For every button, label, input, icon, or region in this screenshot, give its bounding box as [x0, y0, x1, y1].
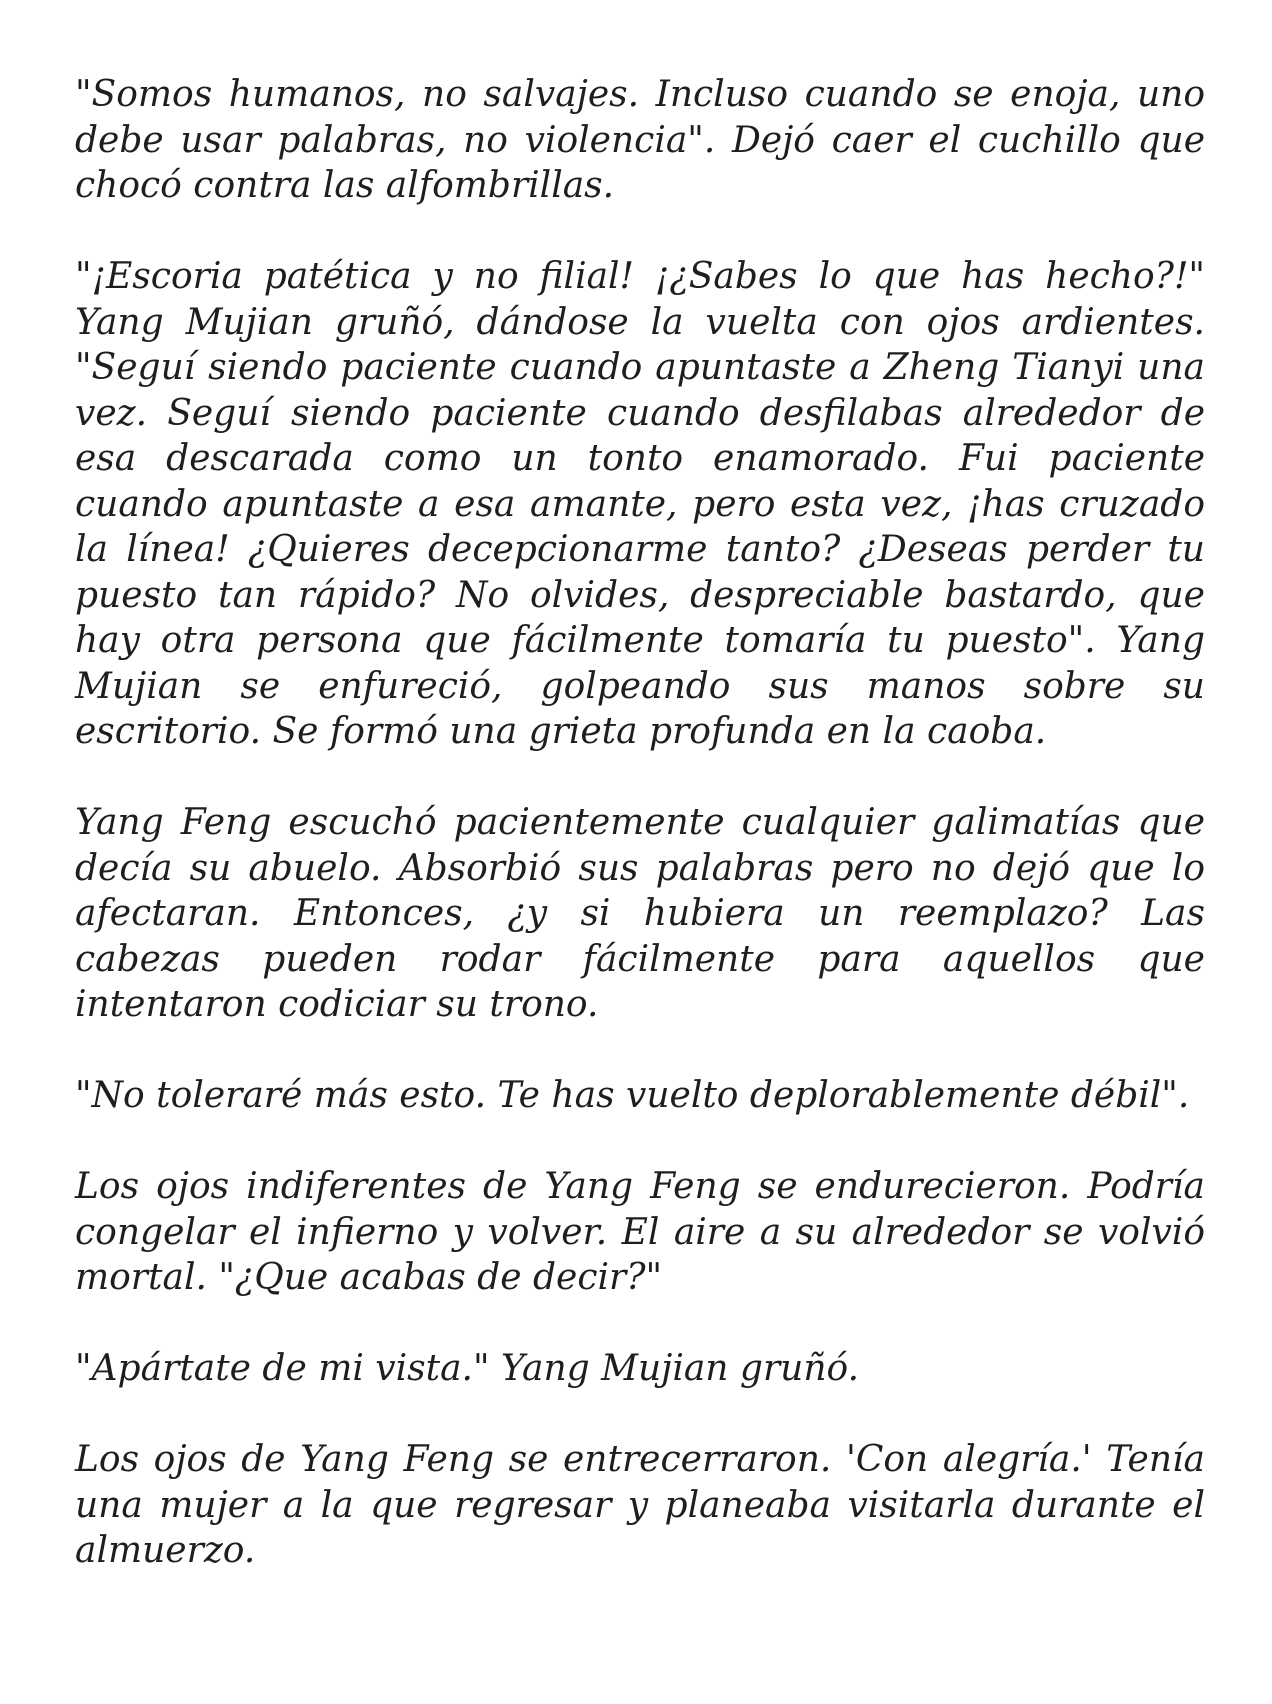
paragraph: Yang Feng escuchó pacientemente cualquier galimatías que decía su abuelo. Absorbió sus palabras pero no dejó que lo afectaran. Entonces, ¿y si hubiera un reemplazo? Las cabezas pueden rodar fácilmente para aquellos que intentaron codiciar su trono.: [75, 802, 1205, 1025]
paragraph: "Apártate de mi vista." Yang Mujian gruñó.: [75, 1348, 860, 1389]
paragraph: "No toleraré más esto. Te has vuelto deplorablemente débil".: [75, 1075, 1190, 1116]
paragraph: Los ojos de Yang Feng se entrecerraron. 'Con alegría.' Tenía una mujer a la que regresar y planeaba visitarla durante el almuerzo.: [75, 1439, 1205, 1571]
document-body: [75, 72, 1205, 1574]
paragraph: Los ojos indiferentes de Yang Feng se endurecieron. Podría congelar el infierno y volver. El aire a su alrededor se volvió mortal. "¿Que acabas de decir?": [75, 1166, 1205, 1298]
paragraph: "Somos humanos, no salvajes. Incluso cuando se enoja, uno debe usar palabras, no violencia". Dejó caer el cuchillo que chocó contra las alfombrillas.: [75, 74, 1205, 206]
paragraph: "¡Escoria patética y no filial! ¡¿Sabes lo que has hecho?!" Yang Mujian gruñó, dándose la vuelta con ojos ardientes. "Seguí siendo paciente cuando apuntaste a Zheng Tianyi una vez. Seguí siendo paciente cuando desfilabas alrededor de esa descarada como un tonto enamorado. Fui paciente cuando apuntaste a esa amante, pero esta vez, ¡has cruzado la línea! ¿Quieres decepcionarme tanto? ¿Deseas perder tu puesto tan rápido? No olvides, despreciable bastardo, que hay otra persona que fácilmente tomaría tu puesto". Yang Mujian se enfureció, golpeando sus manos sobre su escritorio. Se formó una grieta profunda en la caoba.: [75, 256, 1205, 752]
